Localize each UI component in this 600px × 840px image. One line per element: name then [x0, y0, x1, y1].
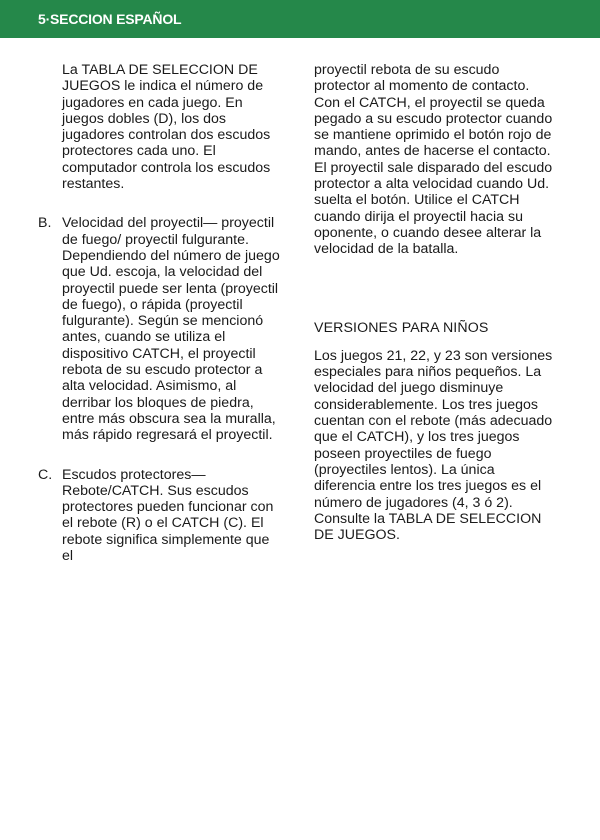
section-heading: VERSIONES PARA NIÑOS [314, 319, 489, 336]
list-item-b [38, 215, 284, 444]
continuation-paragraph: proyectil rebota de su escudo protector al momento de contacto. Con el CATCH, el proyectil se queda pegado a su escudo protector cuando se mantiene oprimido el botón rojo de mando, antes de hacerse el contacto. El proyectil sale disparado del escudo protector a alta velocidad cuando Ud. suelta el botón. Utilice el CATCH cuando dirija el proyectil hacia su oponente, o cuando desee alterar la velocidad de la batalla. [314, 62, 553, 258]
section-header-title: 5·SECCION ESPAÑOL [38, 11, 182, 27]
right-column [314, 62, 555, 543]
list-letter-b: B. [38, 215, 52, 232]
list-item-b-text: Velocidad del proyectil— proyectil de fuego/ proyectil fulgurante. Dependiendo del número de juego que Ud. escoja, la velocidad del proyectil puede ser lenta (proyectil de fuego), o rápida (proyectil fulgurante). Según se mencionó antes, cuando se utiliza el dispositivo CATCH, el proyectil rebota de su escudo protector a alta velocidad. Asimismo, al derribar los bloques de piedra, entre más obscura sea la muralla, más rápido regresará el proyectil. [62, 215, 280, 444]
list-item-c-text: Escudos protectores— Rebote/CATCH. Sus escudos protectores pueden funcionar con el rebote (R) o el CATCH (C). El rebote significa simplemente que el [62, 466, 274, 565]
list-letter-c: C. [38, 466, 53, 483]
left-column [38, 62, 284, 565]
intro-paragraph: La TABLA DE SELECCION DE JUEGOS le indica el número de jugadores en cada juego. En juegos dobles (D), los dos jugadores controlan dos escudos protectores cada uno. El computador controla los escudos restantes. [62, 62, 271, 193]
list-item-c [38, 466, 284, 565]
section-paragraph: Los juegos 21, 22, y 23 son versiones especiales para niños pequeños. La velocidad del juego disminuye considerablemente. Los tres juegos cuentan con el rebote (más adecuado que el CATCH), y los tres juegos poseen proyectiles de fuego (proyectiles lentos). La única diferencia entre los tres juegos es el número de jugadores (4, 3 ó 2). Consulte la TABLA DE SELECCION DE JUEGOS. [314, 347, 553, 544]
section-header-bar [0, 0, 600, 38]
column-spacer [314, 258, 555, 320]
